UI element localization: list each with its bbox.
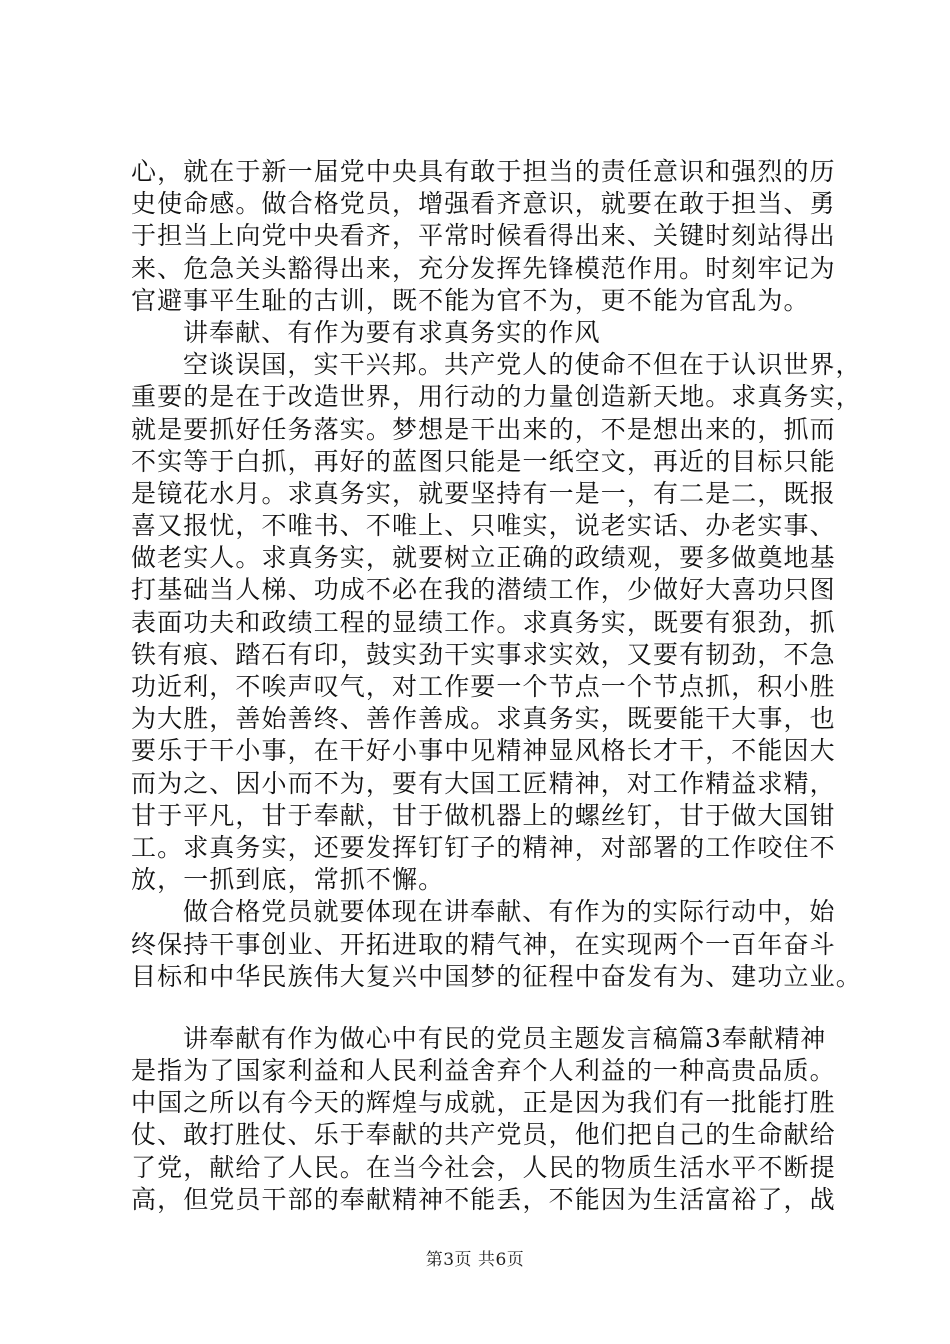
text-line: 甘于平凡，甘于奉献，甘于做机器上的螺丝钉，甘于做大国钳 [131, 800, 836, 830]
text-line: 空谈误国，实干兴邦。共产党人的使命不但在于认识世界， [183, 350, 862, 380]
paragraph-gap [131, 993, 821, 1023]
text-line: 史使命感。做合格党员，增强看齐意识，就要在敢于担当、勇 [131, 189, 836, 219]
page-number-footer: 第3页 共6页 [425, 1250, 525, 1270]
text-line: 喜又报忧，不唯书、不唯上、只唯实，说老实话、办老实事、 [131, 511, 836, 541]
text-line: 心，就在于新一届党中央具有敢于担当的责任意识和强烈的历 [131, 157, 836, 186]
text-line: 仗、敢打胜仗、乐于奉献的共产党员，他们把自己的生命献给 [131, 1120, 836, 1150]
text-line: 目标和中华民族伟大复兴中国梦的征程中奋发有为、建功立业。 [131, 961, 862, 991]
text-line: 打基础当人梯、功成不必在我的潜绩工作，少做好大喜功只图 [131, 575, 836, 605]
text-line: 表面功夫和政绩工程的显绩工作。求真务实，既要有狠劲，抓 [131, 607, 836, 637]
text-line: 了党，献给了人民。在当今社会，人民的物质生活水平不断提 [131, 1152, 836, 1182]
text-line: 高，但党员干部的奉献精神不能丢，不能因为生活富裕了，战 [131, 1184, 836, 1214]
text-line: 为大胜，善始善终、善作善成。求真务实，既要能干大事，也 [131, 704, 836, 734]
text-line: 中国之所以有今天的辉煌与成就，正是因为我们有一批能打胜 [131, 1088, 836, 1118]
text-line: 于担当上向党中央看齐，平常时候看得出来、关键时刻站得出 [131, 221, 836, 251]
text-line: 是指为了国家利益和人民利益舍弃个人利益的一种高贵品质。 [131, 1056, 836, 1086]
text-line: 就是要抓好任务落实。梦想是干出来的，不是想出来的，抓而 [131, 414, 836, 444]
text-line: 重要的是在于改造世界，用行动的力量创造新天地。求真务实， [131, 382, 862, 412]
text-line: 做合格党员就要体现在讲奉献、有作为的实际行动中，始 [183, 897, 836, 927]
section-heading: 讲奉献、有作为要有求真务实的作风 [183, 317, 601, 347]
text-line: 做老实人。求真务实，就要树立正确的政绩观，要多做奠地基 [131, 543, 836, 573]
text-line: 要乐于干小事，在干好小事中见精神显风格长才干，不能因大 [131, 736, 836, 766]
text-line: 而为之、因小而不为，要有大国工匠精神，对工作精益求精， [131, 768, 836, 798]
text-line: 讲奉献有作为做心中有民的党员主题发言稿篇3奉献精神 [183, 1023, 827, 1053]
text-line: 终保持干事创业、开拓进取的精气神，在实现两个一百年奋斗 [131, 929, 836, 959]
text-line: 是镜花水月。求真务实，就要坚持有一是一，有二是二，既报 [131, 478, 836, 508]
text-line: 官避事平生耻的古训，既不能为官不为，更不能为官乱为。 [131, 285, 810, 315]
text-line: 工。求真务实，还要发挥钉钉子的精神，对部署的工作咬住不 [131, 832, 836, 862]
text-line: 功近利，不唉声叹气，对工作要一个节点一个节点抓，积小胜 [131, 672, 836, 701]
text-line: 铁有痕、踏石有印，鼓实劲干实事求实效，又要有韧劲，不急 [131, 639, 836, 669]
body-text [131, 156, 862, 1216]
text-line: 不实等于白抓，再好的蓝图只能是一纸空文，再近的目标只能 [131, 446, 836, 476]
text-line: 放，一抓到底，常抓不懈。 [131, 865, 445, 895]
text-line: 来、危急关头豁得出来，充分发挥先锋模范作用。时刻牢记为 [131, 253, 836, 283]
